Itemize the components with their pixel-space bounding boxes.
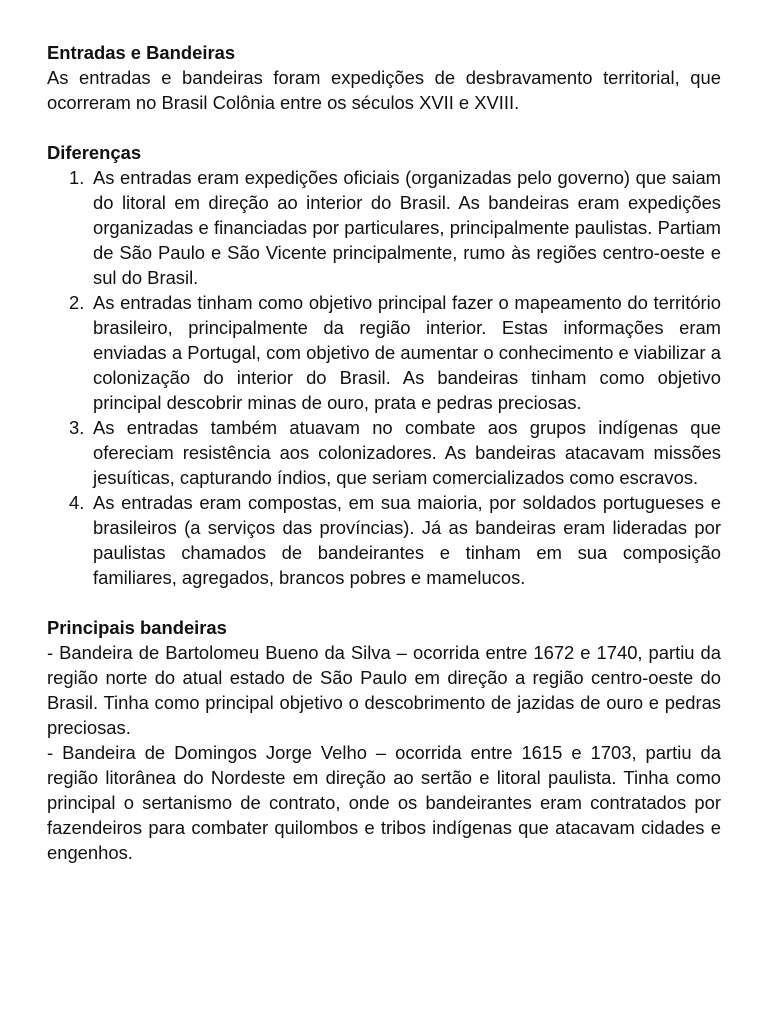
list-item [47, 415, 721, 490]
list-item-number: 3. [69, 417, 85, 438]
list-item-text: As entradas eram expedições oficiais (organizadas pelo governo) que saiam do litoral em direção ao interior do Brasil. As bandeiras eram expedições organizadas e financiadas por particulares, principalmente paulistas. Partiam de São Paulo e São Vicente principalmente, rumo às regiões centro-oeste e sul do Brasil. [93, 167, 721, 288]
list-item-number: 1. [69, 167, 85, 188]
list-item-text: As entradas eram compostas, em sua maioria, por soldados portugueses e brasileiros (a serviços das províncias). Já as bandeiras eram lideradas por paulistas chamados de bandeirantes e tinham em sua composição familiares, agregados, brancos pobres e mamelucos. [93, 492, 721, 588]
list-item-number: 4. [69, 492, 85, 513]
bandeira-entry: - Bandeira de Domingos Jorge Velho – ocorrida entre 1615 e 1703, partiu da região litorânea do Nordeste em direção ao sertão e litoral paulista. Tinha como principal o sertanismo de contrato, onde os bandeirantes eram contratados por fazendeiros para combater quilombos e tribos indígenas que atacavam cidades e engenhos. [47, 742, 721, 863]
list-item [47, 490, 721, 590]
list-item-text: As entradas tinham como objetivo principal fazer o mapeamento do território brasileiro, principalmente da região interior. Estas informações eram enviadas a Portugal, com objetivo de aumentar o conhecimento e viabilizar a colonização do interior do Brasil. As bandeiras tinham como objetivo principal descobrir minas de ouro, prata e pedras preciosas. [93, 292, 721, 413]
intro-paragraph: As entradas e bandeiras foram expedições de desbravamento territorial, que ocorreram no Brasil Colônia entre os séculos XVII e XVIII. [47, 67, 721, 113]
differences-list [47, 165, 721, 590]
document-page [47, 40, 721, 865]
list-item [47, 290, 721, 415]
document-title: Entradas e Bandeiras [47, 42, 236, 63]
bandeira-entry: - Bandeira de Bartolomeu Bueno da Silva – ocorrida entre 1672 e 1740, partiu da região norte do atual estado de São Paulo em direção a região centro-oeste do Brasil. Tinha como principal objetivo o descobrimento de jazidas de ouro e pedras preciosas. [47, 642, 721, 738]
differences-heading: Diferenças [47, 142, 142, 163]
list-item [47, 165, 721, 290]
list-item-text: As entradas também atuavam no combate aos grupos indígenas que ofereciam resistência aos colonizadores. As bandeiras atacavam missões jesuíticas, capturando índios, que seriam comercializados como escravos. [93, 417, 721, 488]
spacer [47, 590, 721, 615]
list-item-number: 2. [69, 292, 85, 313]
main-bandeiras-heading: Principais bandeiras [47, 617, 227, 638]
spacer [47, 115, 721, 140]
